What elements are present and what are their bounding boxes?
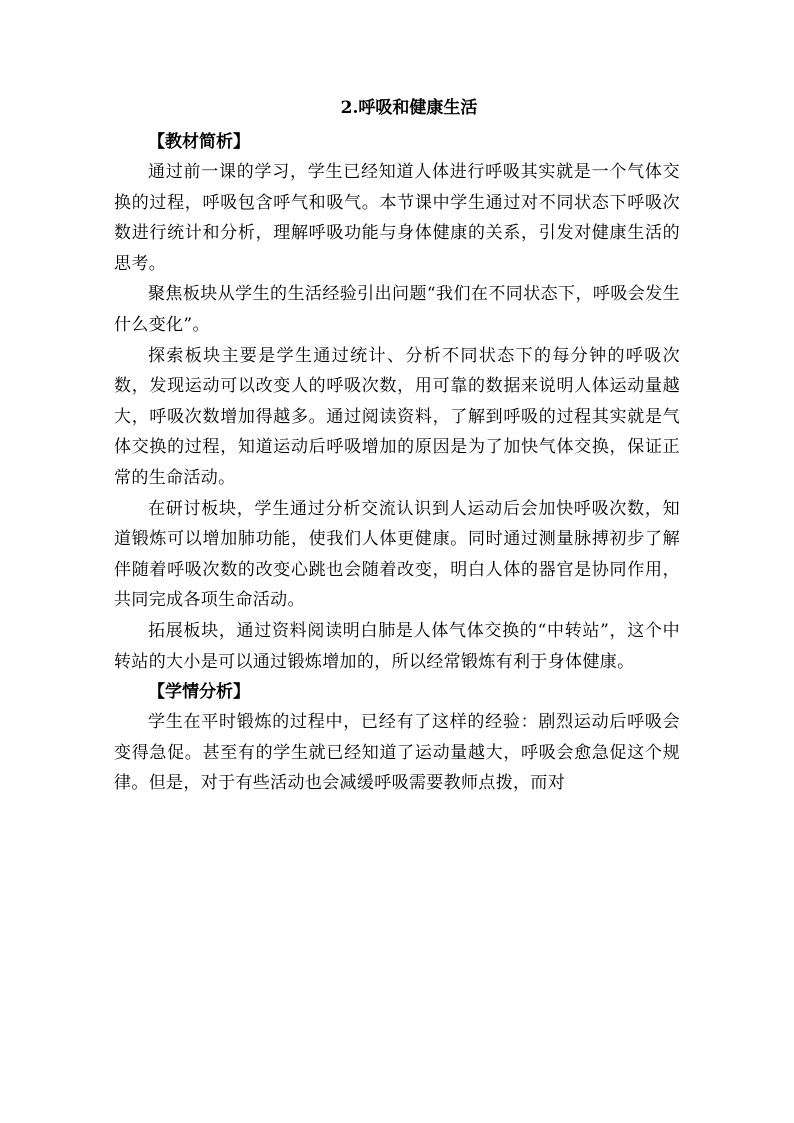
- paragraph: 学生在平时锻炼的过程中，已经有了这样的经验：剧烈运动后呼吸会变得急促。甚至有的学生就已经知道了运动量越大，呼吸会愈急促这个规律。但是，对于有些活动也会减缓呼吸需要教师点拨，而对: [114, 712, 680, 794]
- section-heading-student-analysis: 【学情分析】: [148, 682, 250, 703]
- paragraph: 在研讨板块，学生通过分析交流认识到人运动后会加快呼吸次数，知道锻炼可以增加肺功能，使我们人体更健康。同时通过测量脉搏初步了解伴随着呼吸次数的改变心跳也会随着改变，明白人体的器官是协同作用，共同完成各项生命活动。: [114, 498, 680, 611]
- paragraph: 探索板块主要是学生通过统计、分析不同状态下的每分钟的呼吸次数，发现运动可以改变人的呼吸次数，用可靠的数据来说明人体运动量越大，呼吸次数增加得越多。通过阅读资料，了解到呼吸的过程其实就是气体交换的过程，知道运动后呼吸增加的原因是为了加快气体交换，保证正常的生命活动。: [114, 345, 680, 488]
- paragraph: 通过前一课的学习，学生已经知道人体进行呼吸其实就是一个气体交换的过程，呼吸包含呼气和吸气。本节课中学生通过对不同状态下呼吸次数进行统计和分析，理解呼吸功能与身体健康的关系，引发对健康生活的思考。: [114, 162, 680, 274]
- paragraph: 聚焦板块从学生的生活经验引出问题“我们在不同状态下，呼吸会发生什么变化”。: [114, 284, 680, 335]
- document-title: 2.呼吸和健康生活: [340, 98, 478, 118]
- paragraph: 拓展板块，通过资料阅读明白肺是人体气体交换的“中转站”，这个中转站的大小是可以通过锻炼增加的，所以经常锻炼有利于身体健康。: [114, 620, 680, 672]
- document-content: [114, 93, 680, 799]
- section-heading-textbook-analysis: 【教材简析】: [148, 132, 250, 152]
